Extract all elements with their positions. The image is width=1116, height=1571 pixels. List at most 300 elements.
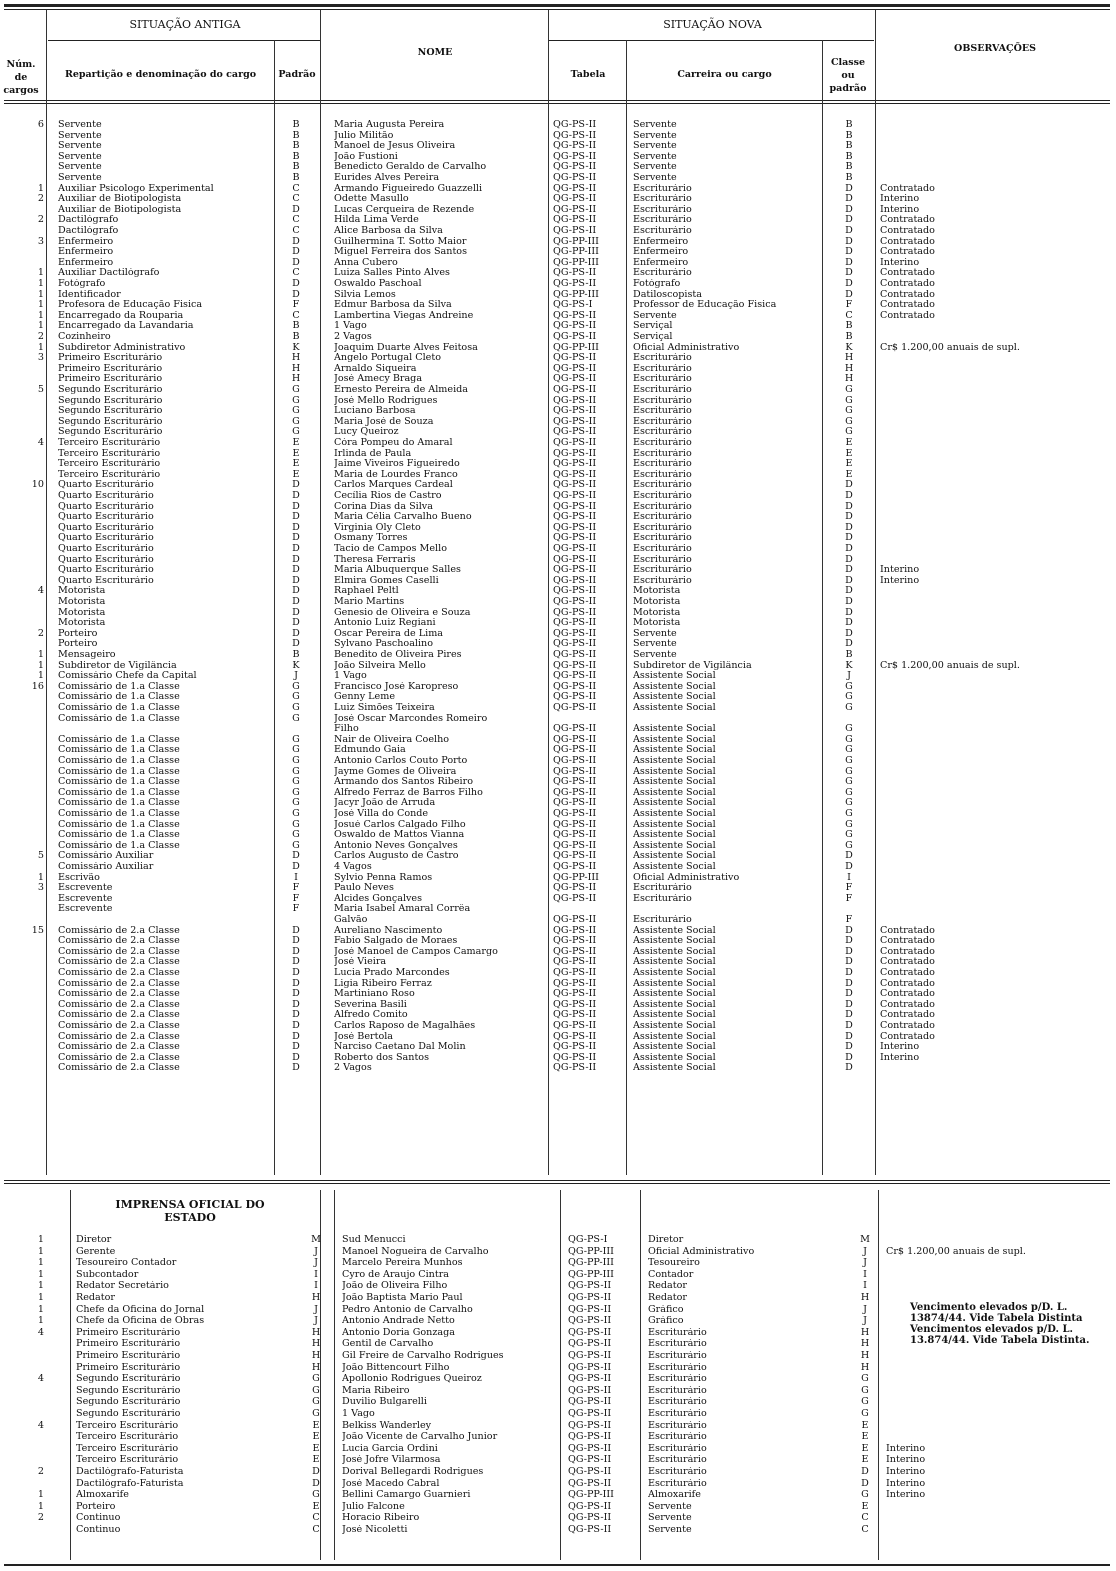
table-code: QG-PS-II: [568, 1293, 612, 1303]
table-row: [0, 385, 1116, 395]
table-code: QG-PS-II: [553, 427, 597, 438]
new-class: D: [845, 183, 853, 194]
old-position: Subdiretor de Vigilância: [58, 660, 177, 671]
old-position: Chefe da Oficina de Obras: [76, 1316, 205, 1327]
old-position: Servente: [58, 130, 102, 141]
person-name: Maria Ribeiro: [342, 1385, 410, 1396]
old-pattern: D: [292, 618, 300, 629]
table-row: [0, 894, 1116, 904]
old-position: Quarto Escriturário: [58, 544, 154, 554]
person-name: Maria Augusta Pereira: [334, 120, 445, 130]
table-code: QG-PS-II: [553, 586, 597, 597]
new-position: Redator: [648, 1281, 687, 1292]
observation: Contratado: [880, 289, 935, 300]
person-name: José Manoel de Campos Camargo: [334, 946, 498, 957]
old-position: Comissário de 2.a Classe: [58, 936, 180, 947]
table-code: QG-PS-II: [553, 628, 597, 639]
new-position: Servente: [648, 1525, 692, 1535]
table-row: [0, 1021, 1116, 1031]
table-row: [0, 767, 1116, 777]
table-code: QG-PS-II: [553, 438, 597, 448]
old-position: Comissário de 1.a Classe: [58, 756, 180, 766]
table-row: [0, 449, 1116, 459]
person-name: Genny Leme: [334, 692, 395, 703]
new-position: Escriturário: [648, 1385, 707, 1396]
bottom-rule: [4, 1564, 1110, 1566]
old-position: Segundo Escriturário: [76, 1397, 181, 1408]
old-position: Terceiro Escriturário: [76, 1455, 179, 1466]
table-code: QG-PS-II: [553, 681, 597, 692]
new-class: D: [845, 554, 853, 565]
new-class: D: [845, 957, 853, 968]
old-pattern: D: [292, 639, 300, 650]
old-position: Servente: [58, 162, 102, 173]
table-row: [0, 332, 1116, 342]
table-row: [0, 989, 1116, 999]
old-pattern: C: [292, 194, 300, 205]
observation: Contratado: [880, 968, 935, 978]
new-position: Escriturário: [633, 565, 692, 576]
old-position: Comissário de 2.a Classe: [58, 968, 180, 978]
table-code: QG-PS-II: [553, 660, 597, 671]
new-class: H: [860, 1362, 870, 1373]
old-pattern: B: [292, 173, 300, 183]
table-row: [0, 417, 1116, 427]
new-class: J: [863, 1246, 867, 1257]
table-row: [0, 1063, 1116, 1073]
observation: Interino: [880, 575, 920, 586]
new-position: Assistente Social: [633, 978, 716, 989]
table-code: QG-PS-II: [553, 830, 597, 841]
observation: Cr$ 1.200,00 anuais de supl.: [880, 342, 1020, 353]
old-position: Porteiro: [58, 639, 98, 650]
new-position: Escriturário: [648, 1339, 707, 1350]
new-position: Gráfico: [648, 1304, 684, 1315]
table-row: [0, 533, 1116, 543]
old-position: Terceiro Escriturário: [58, 469, 161, 480]
old-pattern: F: [292, 893, 300, 904]
old-position: Segundo Escriturário: [76, 1409, 181, 1419]
person-name: Luiz Simões Teixeira: [334, 703, 435, 713]
person-name: Alfredo Ferraz de Barros Filho: [334, 787, 483, 798]
new-class: I: [863, 1269, 867, 1280]
table-code: QG-PP-III: [568, 1269, 614, 1280]
new-position: Motorista: [633, 607, 681, 618]
new-class: G: [861, 1397, 869, 1408]
person-name: Horacio Ribeiro: [342, 1513, 420, 1524]
observation: Contratado: [880, 999, 935, 1010]
person-name: José Macedo Cabral: [342, 1478, 440, 1489]
table-row: [0, 120, 1116, 130]
new-class: D: [845, 289, 853, 300]
new-position: Assistente Social: [633, 925, 716, 936]
new-position: Assistente Social: [633, 756, 716, 766]
table-code: QG-PS-II: [568, 1362, 612, 1373]
cargo-count: 5: [37, 385, 44, 395]
old-pattern: D: [292, 480, 300, 491]
person-name: Lucia Prado Marcondes: [334, 968, 450, 978]
new-position: Escriturário: [648, 1327, 707, 1338]
table-code: QG-PS-II: [568, 1397, 612, 1408]
old-pattern: I: [294, 872, 298, 883]
old-pattern: D: [292, 586, 300, 597]
new-class: D: [845, 226, 853, 236]
cargo-count: 3: [37, 236, 44, 247]
old-pattern: D: [292, 247, 300, 258]
old-position: Primeiro Escriturário: [76, 1339, 181, 1350]
old-position: Encarregado da Lavandaria: [58, 321, 194, 332]
new-position: Escriturário: [633, 533, 692, 544]
table-row: [0, 968, 1116, 978]
new-class: D: [845, 1010, 853, 1021]
new-position: Servente: [648, 1513, 692, 1524]
person-name: Severina Basili: [334, 999, 407, 1010]
table-code: QG-PS-II: [553, 1021, 597, 1031]
new-class: E: [845, 448, 853, 459]
old-pattern: C: [292, 310, 300, 321]
person-name: Manoel de Jesus Oliveira: [334, 141, 456, 152]
table-code: QG-PS-II: [553, 151, 597, 162]
new-position: Escriturário: [633, 501, 692, 512]
cargo-count: 3: [37, 883, 44, 894]
person-name: Silvia Lemos: [334, 289, 396, 300]
observation: Contratado: [880, 236, 935, 247]
person-name: Maria Albuquerque Salles: [334, 565, 461, 576]
cargo-count: 1: [37, 300, 44, 311]
old-pattern: D: [292, 1031, 300, 1042]
old-position: Motorista: [58, 597, 106, 607]
old-position: Comissário de 1.a Classe: [58, 745, 180, 756]
person-name: Carlos Raposo de Magalhães: [334, 1021, 476, 1031]
table-row: [0, 1328, 1116, 1338]
person-name: José Vieira: [334, 957, 387, 968]
table-row: [0, 555, 1116, 565]
new-position: Escriturário: [648, 1374, 707, 1385]
old-position: Quarto Escriturário: [58, 533, 154, 544]
person-name: 1 Vago: [342, 1409, 375, 1419]
person-name: Carlos Marques Cardeal: [334, 480, 453, 491]
person-name: Arnaldo Siqueira: [334, 363, 417, 374]
old-position: Fotógrafo: [58, 279, 106, 289]
table-row: [0, 926, 1116, 936]
table-code: QG-PS-II: [553, 862, 597, 872]
new-class: E: [845, 469, 853, 480]
new-position: Assistente Social: [633, 946, 716, 957]
person-name: Ligia Ribeiro Ferraz: [334, 978, 432, 989]
old-pattern: H: [291, 363, 301, 374]
table-row: [0, 661, 1116, 671]
new-class: H: [860, 1339, 870, 1350]
cargo-count: 3: [37, 353, 44, 364]
new-class: D: [845, 512, 853, 523]
old-position: Tesoureiro Contador: [76, 1258, 177, 1269]
new-class: B: [845, 650, 853, 660]
old-pattern: G: [292, 681, 300, 692]
table-code: QG-PS-II: [553, 459, 597, 470]
new-position: Escriturário: [648, 1432, 707, 1443]
old-pattern: G: [312, 1397, 320, 1408]
new-position: Escriturário: [633, 226, 692, 236]
person-name: Lambertina Viegas Andreine: [334, 310, 474, 321]
old-position: Comissário Auxiliar: [58, 862, 154, 872]
cargo-count: 4: [37, 438, 44, 448]
new-position: Oficial Administrativo: [633, 342, 740, 353]
table-row: [0, 184, 1116, 194]
new-class: E: [861, 1432, 869, 1443]
new-class: H: [844, 353, 854, 364]
new-position: Assistente Social: [633, 999, 716, 1010]
cargo-count: 1: [37, 279, 44, 289]
old-pattern: H: [311, 1362, 321, 1373]
table-row: [0, 809, 1116, 819]
table-row: [0, 173, 1116, 183]
new-position: Servente: [633, 628, 677, 639]
new-class: G: [845, 681, 853, 692]
new-position: Escriturário: [633, 416, 692, 427]
person-name: Edmur Barbosa da Silva: [334, 300, 452, 311]
old-pattern: E: [292, 448, 300, 459]
new-class: K: [845, 342, 853, 353]
cargo-count: 16: [31, 681, 44, 692]
table-code: QG-PS-II: [553, 215, 597, 226]
old-pattern: C: [292, 215, 300, 226]
table-row: [0, 862, 1116, 872]
person-name: Paulo Neves: [334, 883, 394, 894]
table-row: [0, 1421, 1116, 1431]
new-class: D: [845, 522, 853, 533]
observation: Contratado: [880, 957, 935, 968]
old-pattern: G: [292, 406, 300, 417]
person-name: Sylvio Penna Ramos: [334, 872, 433, 883]
new-class: G: [845, 395, 853, 406]
old-position: Redator: [76, 1293, 115, 1303]
table-code: QG-PS-II: [553, 406, 597, 417]
table-row: [0, 1455, 1116, 1465]
old-pattern: D: [292, 1063, 300, 1074]
table-row: [0, 1316, 1116, 1326]
new-position: Assistente Social: [633, 745, 716, 756]
cargo-count: 1: [37, 660, 44, 671]
new-class: G: [861, 1385, 869, 1396]
table-row: [0, 300, 1116, 310]
cargo-count: 1: [37, 321, 44, 332]
person-name: Maria Célia Carvalho Bueno: [334, 512, 472, 523]
table-code: QG-PP-III: [553, 872, 599, 883]
new-position: Subdiretor de Vigilância: [633, 660, 752, 671]
table-row: [0, 544, 1116, 554]
table-row: [0, 1258, 1116, 1268]
cargo-count: 10: [31, 480, 44, 491]
observation: Interino: [880, 565, 920, 576]
new-position: Oficial Administrativo: [648, 1246, 755, 1257]
old-pattern: D: [292, 501, 300, 512]
new-class: G: [845, 692, 853, 703]
table-row: [0, 321, 1116, 331]
person-name: Armando Figueiredo Guazzelli: [334, 183, 483, 194]
old-pattern: G: [292, 734, 300, 745]
old-pattern: F: [292, 904, 300, 915]
old-position: Dactilógrafo-Faturista: [76, 1467, 184, 1477]
old-position: Dactilógrafo-Faturista: [76, 1478, 184, 1489]
person-name: Galvão: [334, 915, 368, 925]
table-row: [0, 215, 1116, 225]
new-position: Escriturário: [633, 883, 692, 894]
old-pattern: D: [292, 279, 300, 289]
old-position: Porteiro: [76, 1501, 116, 1512]
table-code: QG-PS-II: [553, 469, 597, 480]
table-code: QG-PS-II: [553, 1063, 597, 1074]
old-pattern: G: [292, 777, 300, 788]
old-pattern: G: [292, 385, 300, 395]
new-position: Escriturário: [633, 480, 692, 491]
old-position: Terceiro Escriturário: [76, 1420, 179, 1431]
person-name: Maria José de Souza: [334, 416, 434, 427]
new-class: D: [845, 1021, 853, 1031]
cargo-count: 1: [37, 1258, 44, 1269]
new-position: Assistente Social: [633, 851, 716, 862]
header-observacoes: OBSERVAÇÕES: [954, 43, 1036, 54]
table-row: [0, 586, 1116, 596]
person-name: Apollonio Rodrigues Queiroz: [342, 1374, 482, 1385]
table-row: [0, 1432, 1116, 1442]
table-row: [0, 459, 1116, 469]
new-position: Motorista: [633, 597, 681, 607]
vencimento-note: Vencimento elevados p/D. L. 13874/44. Vide Tabela Distinta Vencimentos elevados p/D. L. 13.874/44. Vide Tabela Distinta.: [910, 1302, 1090, 1346]
new-class: F: [845, 883, 853, 894]
table-code: QG-PS-II: [553, 809, 597, 819]
old-pattern: J: [294, 671, 298, 682]
new-position: Escriturário: [648, 1351, 707, 1361]
table-code: QG-PS-I: [568, 1235, 608, 1245]
table-code: QG-PS-II: [553, 1010, 597, 1021]
observation: Contratado: [880, 226, 935, 236]
person-name: Julio Militão: [334, 130, 394, 141]
old-pattern: D: [292, 257, 300, 268]
old-position: Escrevente: [58, 883, 113, 894]
new-class: D: [845, 862, 853, 872]
person-name: Antonio Andrade Netto: [342, 1316, 455, 1327]
new-class: D: [845, 1031, 853, 1042]
new-position: Assistente Social: [633, 766, 716, 777]
new-class: D: [845, 925, 853, 936]
old-position: Porteiro: [58, 628, 98, 639]
new-position: Assistente Social: [633, 862, 716, 872]
new-class: J: [863, 1316, 867, 1327]
table-row: [0, 353, 1116, 363]
table-code: QG-PS-II: [568, 1374, 612, 1385]
table-code: QG-PS-II: [568, 1443, 612, 1454]
old-pattern: C: [292, 226, 300, 236]
old-position: Auxiliar Psicologo Experimental: [58, 183, 214, 194]
cargo-count: 1: [37, 650, 44, 660]
old-position: Comissário Chefe da Capital: [58, 671, 197, 682]
cargo-count: 1: [37, 1501, 44, 1512]
table-row: [0, 1247, 1116, 1257]
table-row: [0, 851, 1116, 861]
person-name: Edmundo Gaia: [334, 745, 406, 756]
table-row: [0, 714, 1116, 724]
new-position: Assistente Social: [633, 1052, 716, 1063]
new-position: Assistente Social: [633, 1010, 716, 1021]
table-row: [0, 1010, 1116, 1020]
cargo-count: 1: [37, 671, 44, 682]
new-class: B: [845, 141, 853, 152]
table-code: QG-PS-I: [553, 300, 593, 311]
table-code: QG-PS-II: [553, 671, 597, 682]
table-row: [0, 692, 1116, 702]
old-position: Terceiro Escriturário: [58, 438, 161, 448]
person-name: Luciano Barbosa: [334, 406, 416, 417]
observation: Interino: [886, 1490, 926, 1501]
old-position: Auxiliar de Biotipologista: [58, 194, 182, 205]
old-pattern: G: [292, 809, 300, 819]
new-class: G: [845, 745, 853, 756]
new-position: Escriturário: [633, 459, 692, 470]
table-code: QG-PS-II: [553, 374, 597, 385]
table-code: QG-PS-II: [553, 480, 597, 491]
new-position: Escriturário: [633, 385, 692, 395]
table-row: [0, 576, 1116, 586]
person-name: Cyro de Araujo Cintra: [342, 1269, 450, 1280]
new-position: Serviçal: [633, 332, 673, 342]
new-class: D: [845, 279, 853, 289]
old-position: Dactilógrafo: [58, 226, 119, 236]
table-code: QG-PS-II: [553, 226, 597, 236]
new-position: Escriturário: [633, 554, 692, 565]
cargo-count: 15: [31, 925, 44, 936]
table-row: [0, 427, 1116, 437]
new-class: B: [845, 151, 853, 162]
old-position: Comissário de 2.a Classe: [58, 1010, 180, 1021]
table-code: QG-PS-II: [553, 618, 597, 629]
new-position: Assistente Social: [633, 989, 716, 1000]
table-code: QG-PS-II: [568, 1513, 612, 1524]
new-position: Escriturário: [648, 1478, 707, 1489]
new-position: Professor de Educação Fisica: [633, 300, 777, 311]
old-position: Redator Secretário: [76, 1281, 169, 1292]
old-position: Escrivão: [58, 872, 100, 883]
old-pattern: G: [292, 840, 300, 851]
new-class: B: [845, 162, 853, 173]
person-name: Elmira Gomes Caselli: [334, 575, 439, 586]
old-pattern: D: [292, 978, 300, 989]
cargo-count: 1: [37, 289, 44, 300]
table-code: QG-PS-II: [568, 1455, 612, 1466]
new-class: D: [845, 268, 853, 279]
old-position: Auxiliar Dactilógrafo: [58, 268, 160, 279]
new-position: Escriturário: [633, 469, 692, 480]
table-code: QG-PS-II: [553, 893, 597, 904]
table-row: [0, 1409, 1116, 1419]
person-name: José Amecy Braga: [334, 374, 423, 385]
new-position: Assistente Social: [633, 671, 716, 682]
table-row: [0, 841, 1116, 851]
new-position: Escriturário: [633, 194, 692, 205]
new-position: Escriturário: [633, 363, 692, 374]
section-title-line2: ESTADO: [164, 1211, 216, 1224]
person-name: Bellini Camargo Guarnieri: [342, 1490, 471, 1501]
old-pattern: E: [292, 469, 300, 480]
old-position: Dactilógrafo: [58, 215, 119, 226]
observation: Contratado: [880, 215, 935, 226]
person-name: Antonio Neves Gonçalves: [334, 840, 458, 851]
old-position: Quarto Escriturário: [58, 522, 154, 533]
old-pattern: B: [292, 130, 300, 141]
old-pattern: D: [292, 628, 300, 639]
new-position: Escriturário: [633, 395, 692, 406]
table-code: QG-PP-III: [553, 257, 599, 268]
new-position: Motorista: [633, 586, 681, 597]
